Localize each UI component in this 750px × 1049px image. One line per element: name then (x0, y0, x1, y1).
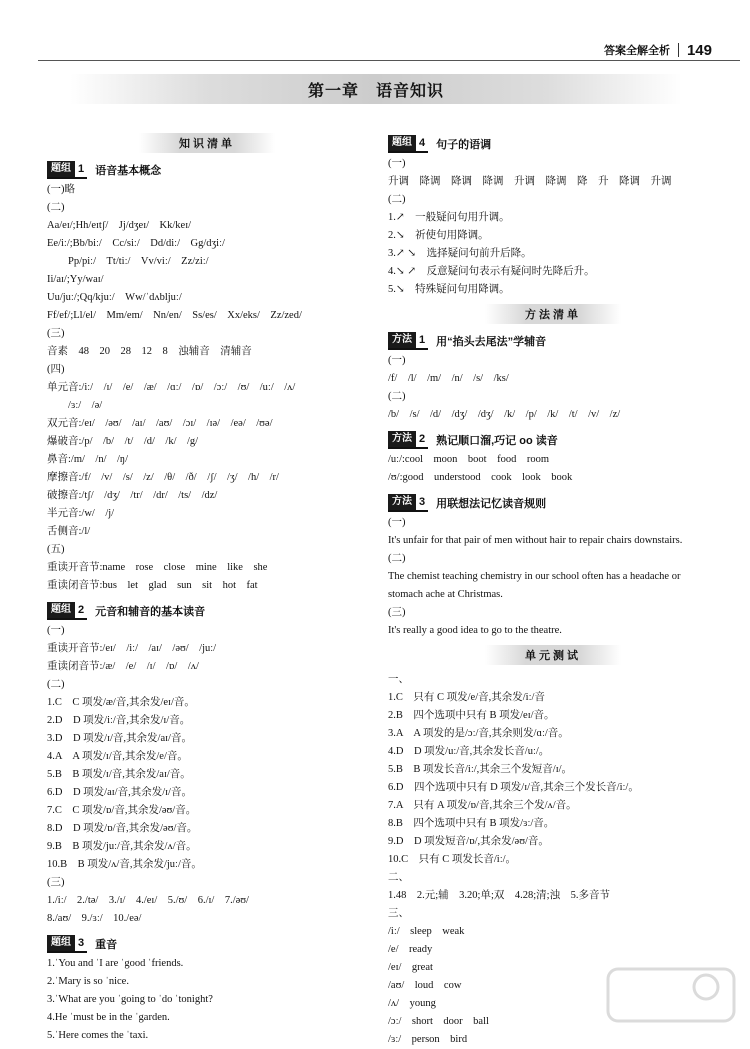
section-methods (388, 304, 718, 324)
group-tag-label: 题组 (47, 935, 75, 951)
answer-line: (二) (388, 553, 406, 564)
answer-line: Ee/iː/;Bb/biː/ Cc/siː/ Dd/diː/ Gg/dʒiː/ (47, 238, 225, 249)
answer-line: (五) (47, 544, 65, 555)
answer-line: /aʊ/ loud cow (388, 980, 462, 991)
group-1 (47, 159, 367, 595)
group-tag-label: 方法 (388, 332, 416, 348)
answer-line: /uː/:cool moon boot food room (388, 454, 549, 465)
answer-line: 4.↘ ↗ 反意疑问句表示有疑问时先降后升。 (388, 266, 595, 277)
answer-line: 1.C 只有 C 项发/e/音,其余发/iː/音 (388, 692, 545, 703)
answer-line: 破擦音:/tʃ/ /dʒ/ /tr/ /dr/ /ts/ /dz/ (47, 490, 218, 501)
answer-line: (三) (388, 607, 406, 618)
answer-line: (一) (388, 158, 406, 169)
section-title: 方法清单 (485, 304, 621, 324)
answer-line: 二、 (388, 872, 409, 883)
group-heading (47, 600, 367, 622)
answer-line: (一) (388, 355, 406, 366)
right-column (388, 128, 718, 1049)
method-2 (388, 429, 718, 487)
answer-line: /ɜː/ /ə/ (47, 400, 103, 411)
answer-line: /iː/ sleep weak (388, 926, 465, 937)
group-heading (388, 330, 718, 352)
group-tag (388, 494, 428, 512)
answer-line: (二) (388, 391, 406, 402)
answer-line: 升调 降调 降调 降调 升调 降调 降 升 降调 升调 (388, 176, 672, 187)
group-tag-number: 1 (78, 163, 85, 175)
answer-line: 重读开音节:/eɪ/ /iː/ /aɪ/ /əʊ/ /juː/ (47, 643, 217, 654)
answer-line: 2.ˈMary is so ˈnice. (47, 976, 129, 987)
page-number: 149 (686, 41, 712, 59)
answer-line: 2.B 四个选项中只有 B 项发/eɪ/音。 (388, 710, 555, 721)
answer-line: stomach ache at Christmas. (388, 589, 503, 600)
answer-line: 7.A 只有 A 项发/ɒ/音,其余三个发/ʌ/音。 (388, 800, 577, 811)
answer-line: Ff/ef/;Ll/el/ Mm/em/ Nn/en/ Ss/es/ Xx/eks/ Zz/zed/ (47, 310, 302, 321)
answer-line: /ɔː/ short door ball (388, 1016, 489, 1027)
answer-line: It's really a good idea to go to the theatre. (388, 625, 562, 636)
group-tag-label: 题组 (388, 135, 416, 151)
method-1 (388, 330, 718, 424)
answer-line: (二) (47, 202, 65, 213)
section-unit-test (388, 645, 718, 665)
group-tag (388, 431, 428, 449)
section-title: 单元测试 (485, 645, 621, 665)
answer-line: 重读闭音节:/æ/ /e/ /ɪ/ /ɒ/ /ʌ/ (47, 661, 199, 672)
answer-line: /ʊ/:good understood cook look book (388, 472, 573, 483)
answer-line: 1./iː/ 2./tə/ 3./ɪ/ 4./eɪ/ 5./ʊ/ 6./ɪ/ 7./əʊ/ (47, 895, 249, 906)
answer-line: 双元音:/eɪ/ /əʊ/ /aɪ/ /aʊ/ /ɔɪ/ /ɪə/ /eə/ /ʊə/ (47, 418, 273, 429)
answer-line: (一) (47, 625, 65, 636)
answer-line: 2.D D 项发/iː/音,其余发/ɪ/音。 (47, 715, 191, 726)
group-tag-label: 题组 (47, 161, 75, 177)
answer-line: (三) (47, 328, 65, 339)
answer-line: 4.D D 项发/uː/音,其余发长音/uː/。 (388, 746, 550, 757)
answer-line: 一、 (388, 674, 409, 685)
answer-line: 8.D D 项发/ɒ/音,其余发/əʊ/音。 (47, 823, 198, 834)
answer-line: 9.D D 项发短音/ɒ/,其余发/əʊ/音。 (388, 836, 549, 847)
answer-line: 10.B B 项发/ʌ/音,其余发/juː/音。 (47, 859, 202, 870)
answer-line: (一)略 (47, 184, 75, 195)
answer-line: 1.48 2.元;辅 3.20;单;双 4.28;清;浊 5.多音节 (388, 890, 610, 901)
answer-line: 3.↗ ↘ 选择疑问句前升后降。 (388, 248, 532, 259)
answer-line: 爆破音:/p/ /b/ /t/ /d/ /k/ /g/ (47, 436, 199, 447)
header-rule (38, 60, 740, 61)
answer-line: 4.He ˈmust be in the ˈgarden. (47, 1012, 170, 1023)
group-title: 熟记顺口溜,巧记 oo 读音 (436, 435, 558, 447)
answer-line: 三、 (388, 908, 409, 919)
group-tag (47, 161, 87, 179)
answer-line: 1.C C 项发/æ/音,其余发/eɪ/音。 (47, 697, 195, 708)
group-tag (388, 332, 428, 350)
group-heading (47, 933, 367, 955)
answer-line: 7.C C 项发/ɒ/音,其余发/əʊ/音。 (47, 805, 197, 816)
answer-line: 5.↘ 特殊疑问句用降调。 (388, 284, 510, 295)
answer-line: Ii/aɪ/;Yy/waɪ/ (47, 274, 104, 285)
answer-line: 9.B B 项发/juː/音,其余发/ʌ/音。 (47, 841, 197, 852)
group-tag-number: 1 (419, 334, 426, 346)
group-tag (388, 135, 428, 153)
answer-line: (一) (388, 517, 406, 528)
group-tag (47, 935, 87, 953)
answer-line: /b/ /s/ /d/ /dʒ/ /dʒ/ /k/ /p/ /k/ /t/ /v/ /z/ (388, 409, 621, 420)
group-tag-number: 2 (419, 433, 426, 445)
answer-line: 重读闭音节:bus let glad sun sit hot fat (47, 580, 258, 591)
group-title: 元音和辅音的基本读音 (95, 606, 206, 618)
answer-line: 3.ˈWhat are you ˈgoing to ˈdo ˈtonight? (47, 994, 213, 1005)
group-4 (388, 133, 718, 299)
section-title: 知识清单 (139, 133, 275, 153)
answer-line: 音素 48 20 28 12 8 浊辅音 清辅音 (47, 346, 252, 357)
answer-line: 3.D D 项发/ɪ/音,其余发/aɪ/音。 (47, 733, 192, 744)
answer-line: /ʌ/ young (388, 998, 436, 1009)
answer-line: /ɜː/ person bird (388, 1034, 468, 1045)
answer-line: /f/ /l/ /m/ /n/ /s/ /ks/ (388, 373, 509, 384)
answer-line: 舌侧音:/l/ (47, 526, 91, 537)
answer-line: The chemist teaching chemistry in our school often has a headache or (388, 571, 681, 582)
group-3 (47, 933, 367, 1045)
answer-line: Aa/eɪ/;Hh/eɪtʃ/ Jj/dʒeɪ/ Kk/keɪ/ (47, 220, 192, 231)
group-tag (47, 602, 87, 620)
answer-line: (二) (47, 679, 65, 690)
answer-line: 5.B B 项发/ɪ/音,其余发/aɪ/音。 (47, 769, 191, 780)
method-3 (388, 492, 718, 640)
group-tag-label: 方法 (388, 494, 416, 510)
group-tag-number: 3 (78, 937, 85, 949)
answer-line: Uu/juː/;Qq/kjuː/ Ww/ˈdʌbljuː/ (47, 292, 182, 303)
group-tag-number: 3 (419, 496, 426, 508)
answer-line: 2.↘ 祈使句用降调。 (388, 230, 489, 241)
group-title: 语音基本概念 (95, 165, 162, 177)
section-knowledge (47, 133, 367, 153)
group-title: 句子的语调 (436, 139, 492, 151)
chapter-title: 第一章 语音知识 (307, 82, 444, 100)
answer-line: (三) (47, 877, 65, 888)
group-title: 重音 (95, 939, 118, 951)
answer-line: 1.ˈYou and ˈI are ˈgood ˈfriends. (47, 958, 184, 969)
answer-line: (二) (388, 194, 406, 205)
answer-line: 5.B B 项发长音/iː/,其余三个发短音/ɪ/。 (388, 764, 573, 775)
group-2 (47, 600, 367, 928)
group-heading (47, 159, 367, 181)
answer-line: 10.C 只有 C 项发长音/iː/。 (388, 854, 517, 865)
answer-line: 3.A A 项发的是/ɔː/音,其余则发/ɑː/音。 (388, 728, 569, 739)
group-tag-number: 2 (78, 604, 85, 616)
group-heading (388, 133, 718, 155)
answer-line: 5.ˈHere comes the ˈtaxi. (47, 1030, 149, 1041)
group-heading (388, 492, 718, 514)
answer-line: 4.A A 项发/ɪ/音,其余发/e/音。 (47, 751, 188, 762)
group-heading (388, 429, 718, 451)
answer-line: 6.D 四个选项中只有 D 项发/ɪ/音,其余三个发长音/iː/。 (388, 782, 639, 793)
group-title: 用“掐头去尾法”学辅音 (436, 336, 547, 348)
group-title: 用联想法记忆读音规则 (436, 498, 547, 510)
answer-line: 重读开音节:name rose close mine like she (47, 562, 268, 573)
answer-line: It's unfair for that pair of men without hair to repair chairs downstairs. (388, 535, 683, 546)
answer-line: 单元音:/iː/ /ɪ/ /e/ /æ/ /ɑː/ /ɒ/ /ɔː/ /ʊ/ /uː/ /ʌ/ (47, 382, 296, 393)
answer-line: (四) (47, 364, 65, 375)
header-divider (678, 43, 679, 57)
left-column (47, 128, 367, 1045)
chapter-banner (70, 74, 682, 104)
answer-line: 半元音:/w/ /j/ (47, 508, 115, 519)
answer-line: /eɪ/ great (388, 962, 433, 973)
answer-line: 鼻音:/m/ /n/ /ŋ/ (47, 454, 129, 465)
group-tag-number: 4 (419, 137, 426, 149)
watermark-logo (606, 965, 736, 1025)
answer-line: 6.D D 项发/aɪ/音,其余发/ɪ/音。 (47, 787, 192, 798)
answer-line: 1.↗ 一般疑问句用升调。 (388, 212, 510, 223)
answer-line: Pp/piː/ Tt/tiː/ Vv/viː/ Zz/ziː/ (47, 256, 209, 267)
running-header (604, 40, 712, 60)
group-tag-label: 方法 (388, 431, 416, 447)
group-tag-label: 题组 (47, 602, 75, 618)
answer-line: 8.B 四个选项中只有 B 项发/ɜː/音。 (388, 818, 555, 829)
answer-line: 8./aʊ/ 9./ɜː/ 10./eə/ (47, 913, 142, 924)
answer-line: 摩擦音:/f/ /v/ /s/ /z/ /θ/ /ð/ /ʃ/ /ʒ/ /h/ /r/ (47, 472, 279, 483)
answer-line: /e/ ready (388, 944, 433, 955)
book-label: 答案全解全析 (603, 45, 670, 57)
